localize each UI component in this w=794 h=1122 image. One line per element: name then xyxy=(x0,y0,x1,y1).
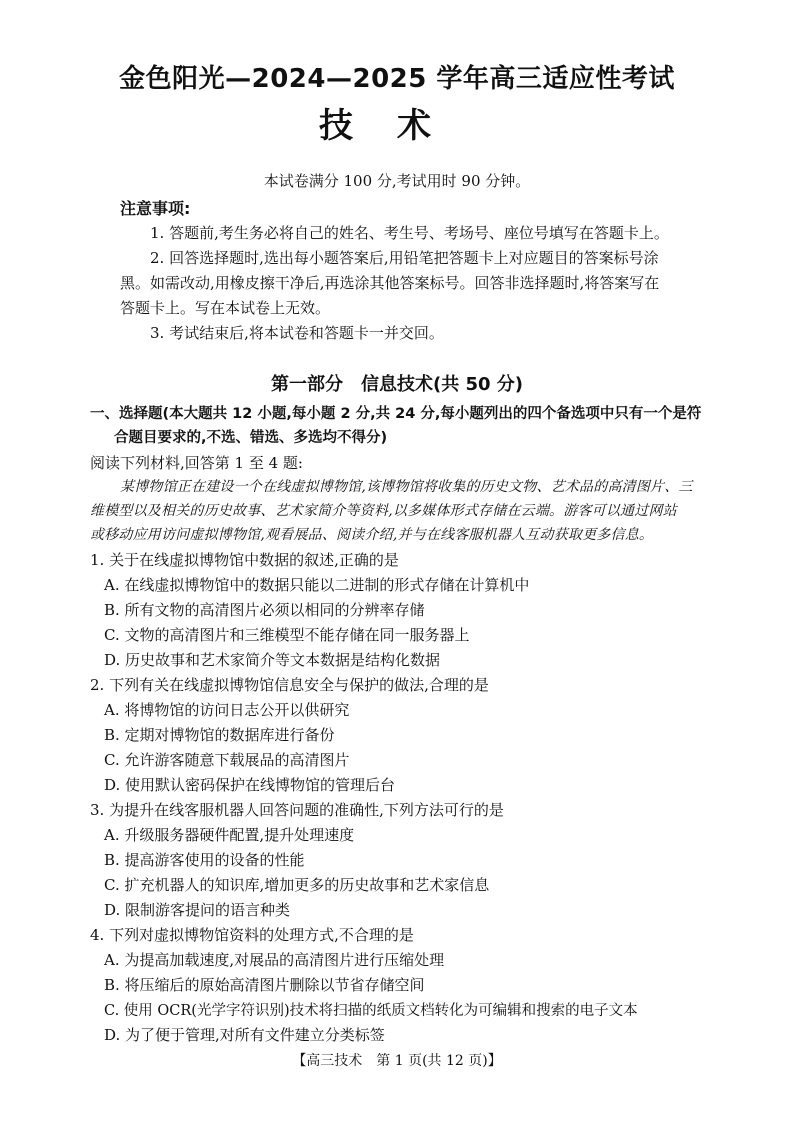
passage-line: 维模型以及相关的历史故事、艺术家简介等资料,以多媒体形式存储在云端。游客可以通过网站 xyxy=(90,503,677,519)
section-heading-cont: 合题目要求的,不选、错选、多选均不得分) xyxy=(114,430,388,446)
part-title: 第一部分 信息技术(共 50 分) xyxy=(270,374,524,395)
option-c: C. 允许游客随意下载展品的高清图片 xyxy=(104,751,350,769)
section-heading: 一、选择题(本大题共 12 小题,每小题 2 分,共 24 分,每小题列出的四个备选项中只有一个是符 xyxy=(90,406,702,422)
option-b: B. 所有文物的高清图片必须以相同的分辨率存储 xyxy=(104,601,425,619)
option-a: A. 在线虚拟博物馆中的数据只能以二进制的形式存储在计算机中 xyxy=(104,576,530,594)
option-d: D. 历史故事和艺术家简介等文本数据是结构化数据 xyxy=(104,651,441,669)
exam-title: 金色阳光—2024—2025 学年高三适应性考试 xyxy=(119,64,675,94)
notice-line: 黑。如需改动,用橡皮擦干净后,再选涂其他答案标号。回答非选择题时,将答案写在 xyxy=(120,274,660,292)
option-a: A. 为提高加载速度,对展品的高清图片进行压缩处理 xyxy=(104,951,445,969)
notice-line: 2. 回答选择题时,选出每小题答案后,用铅笔把答题卡上对应题目的答案标号涂 xyxy=(150,249,659,267)
option-c: C. 使用 OCR(光学字符识别)技术将扫描的纸质文档转化为可编辑和搜索的电子文本 xyxy=(104,1003,638,1019)
notice-line: 答题卡上。写在本试卷上无效。 xyxy=(120,299,331,317)
question-stem: 2. 下列有关在线虚拟博物馆信息安全与保护的做法,合理的是 xyxy=(90,676,489,694)
option-d: D. 为了便于管理,对所有文件建立分类标签 xyxy=(104,1026,385,1044)
option-b: B. 提高游客使用的设备的性能 xyxy=(104,851,305,869)
page-footer: 【高三技术 第 1 页(共 12 页)】 xyxy=(292,1053,502,1069)
notice-line: 3. 考试结束后,将本试卷和答题卡一并交回。 xyxy=(150,324,444,342)
option-c: C. 文物的高清图片和三维模型不能存储在同一服务器上 xyxy=(104,626,470,644)
option-c: C. 扩充机器人的知识库,增加更多的历史故事和艺术家信息 xyxy=(104,876,490,894)
option-d: D. 使用默认密码保护在线博物馆的管理后台 xyxy=(104,776,396,794)
option-a: A. 升级服务器硬件配置,提升处理速度 xyxy=(104,826,355,844)
question-stem: 1. 关于在线虚拟博物馆中数据的叙述,正确的是 xyxy=(90,551,399,569)
passage-line: 或移动应用访问虚拟博物馆,观看展品、阅读介绍,并与在线客服机器人互动获取更多信息。 xyxy=(90,527,654,543)
notice-line: 1. 答题前,考生务必将自己的姓名、考生号、考场号、座位号填写在答题卡上。 xyxy=(150,224,669,242)
question-stem: 4. 下列对虚拟博物馆资料的处理方式,不合理的是 xyxy=(90,926,414,944)
passage-line: 某博物馆正在建设一个在线虚拟博物馆,该博物馆将收集的历史文物、艺术品的高清图片、三 xyxy=(120,479,693,495)
reading-instruction: 阅读下列材料,回答第 1 至 4 题: xyxy=(90,454,303,472)
question-stem: 3. 为提升在线客服机器人回答问题的准确性,下列方法可行的是 xyxy=(90,801,504,819)
notice-title: 注意事项: xyxy=(120,199,191,218)
option-d: D. 限制游客提问的语言种类 xyxy=(104,901,291,919)
exam-info: 本试卷满分 100 分,考试用时 90 分钟。 xyxy=(263,172,531,190)
option-b: B. 定期对博物馆的数据库进行备份 xyxy=(104,726,335,744)
option-b: B. 将压缩后的原始高清图片删除以节省存储空间 xyxy=(104,976,425,994)
option-a: A. 将博物馆的访问日志公开以供研究 xyxy=(104,701,350,719)
subject-title: 技术 xyxy=(319,106,475,146)
